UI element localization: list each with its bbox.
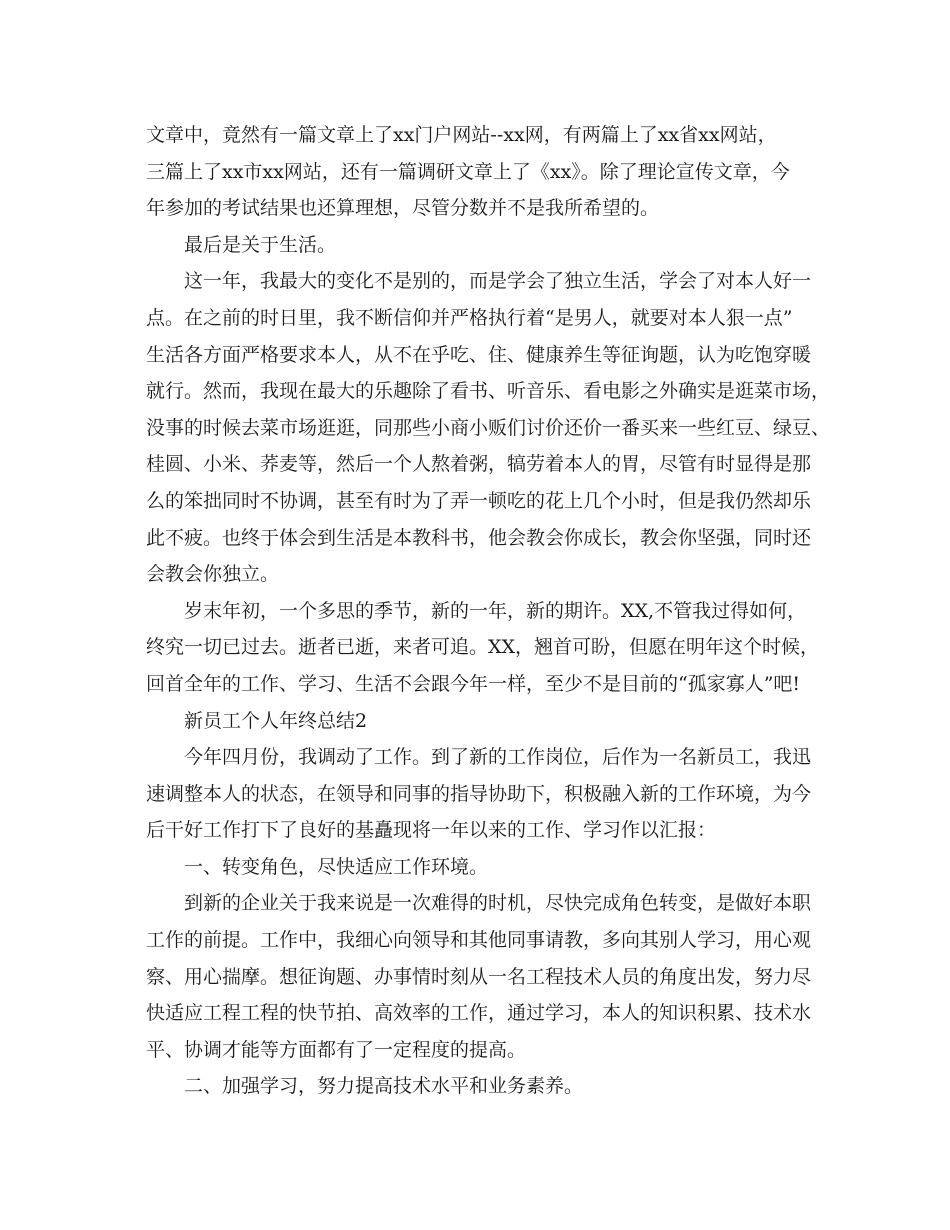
paragraph-line: 工作的前提。工作中，我细心向领导和其他同事请教，多向其别人学习，用心观 xyxy=(146,929,812,952)
paragraph-first-line: 一、转变角色，尽快适应工作环境。 xyxy=(184,855,489,878)
paragraph-line: 平、协调才能等方面都有了一定程度的提高。 xyxy=(146,1038,527,1061)
paragraph-first-line: 岁末年初，一个多思的季节，新的一年，新的期许。XX,不管我过得如何， xyxy=(184,599,807,622)
paragraph-line: 点。在之前的时日里，我不断信仰并严格执行着“是男人，就要对本人狠一点” xyxy=(146,306,793,329)
paragraph-first-line: 今年四月份，我调动了工作。到了新的工作岗位，后作为一名新员工，我迅 xyxy=(184,746,812,769)
paragraph-line: 桂圆、小米、荞麦等，然后一个人熬着粥，犒劳着本人的胃，尽管有时显得是那 xyxy=(146,453,812,476)
paragraph-line: 终究一切已过去。逝者已逝，来者可追。XX，翘首可盼，但愿在明年这个时候， xyxy=(146,636,820,659)
paragraph-line: 年参加的考试结果也还算理想，尽管分数并不是我所希望的。 xyxy=(146,197,660,220)
paragraph-line: 速调整本人的状态，在领导和同事的指导协助下，积极融入新的工作环境，为今 xyxy=(146,782,812,805)
paragraph-line: 快适应工程工程的快节拍、高效率的工作，通过学习，本人的知识积累、技术水 xyxy=(146,1002,812,1025)
paragraph-first-line: 到新的企业关于我来说是一次难得的时机，尽快完成角色转变，是做好本职 xyxy=(184,892,812,915)
paragraph-line: 没事的时候去菜市场逛逛，同那些小商小贩们讨价还价一番买来一些红豆、绿豆、 xyxy=(146,416,831,439)
paragraph-line: 么的笨拙同时不协调，甚至有时为了弄一顿吃的花上几个小时，但是我仍然却乐 xyxy=(146,489,812,512)
paragraph-first-line: 这一年，我最大的变化不是别的，而是学会了独立生活，学会了对本人好一 xyxy=(184,270,812,293)
paragraph-first-line: 新员工个人年终总结2 xyxy=(184,709,368,732)
paragraph-line: 文章中，竟然有一篇文章上了xx门户网站--xx网，有两篇上了xx省xx网站， xyxy=(146,124,777,146)
paragraph-line: 此不疲。也终于体会到生活是本教科书，他会教会你成长，教会你坚强，同时还 xyxy=(146,526,812,549)
paragraph-line: 就行。然而，我现在最大的乐趣除了看书、听音乐、看电影之外确实是逛菜市场， xyxy=(146,380,831,403)
document-body xyxy=(146,117,831,1105)
paragraph-line: 回首全年的工作、学习、生活不会跟今年一样，至少不是目前的“孤家寡人”吧! xyxy=(146,672,801,695)
paragraph-first-line: 最后是关于生活。 xyxy=(184,233,337,256)
paragraph-line: 会教会你独立。 xyxy=(146,563,280,586)
paragraph-line: 后干好工作打下了良好的基矗现将一年以来的工作、学习作以汇报： xyxy=(146,819,717,842)
paragraph-line: 生活各方面严格要求本人，从不在乎吃、住、健康养生等征询题，认为吃饱穿暖 xyxy=(146,343,812,366)
paragraph-line: 三篇上了xx市xx网站，还有一篇调研文章上了《xx》。除了理论宣传文章，今 xyxy=(146,160,790,183)
paragraph-first-line: 二、加强学习，努力提高技术水平和业务素养。 xyxy=(184,1075,584,1098)
paragraph-line: 察、用心揣摩。想征询题、办事情时刻从一名工程技术人员的角度出发，努力尽 xyxy=(146,965,812,988)
